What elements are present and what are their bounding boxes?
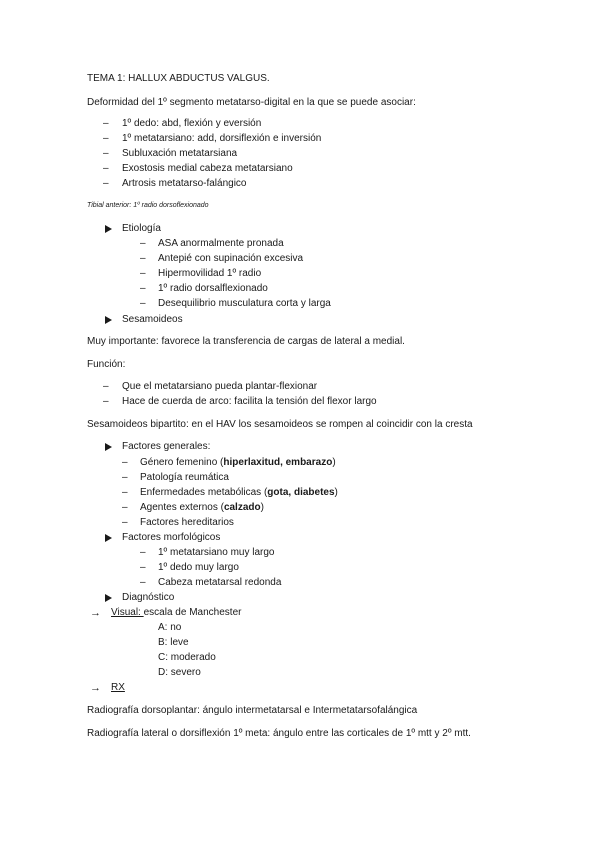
arrow-bullet-icon	[105, 443, 112, 451]
dash-bullet: –	[122, 502, 128, 513]
scale-item: A: no	[158, 622, 182, 633]
dash-bullet: –	[103, 396, 109, 407]
muy-importante-paragraph: Muy importante: favorece la transferencia de cargas de lateral a medial.	[87, 336, 405, 347]
list-item: 1º metatarsiano: add, dorsiflexión e inversión	[122, 133, 322, 144]
dash-bullet: –	[140, 547, 146, 558]
list-item: Patología reumática	[140, 472, 229, 483]
scale-item: B: leve	[158, 637, 189, 648]
arrow-bullet-icon	[105, 225, 112, 233]
dash-bullet: –	[122, 517, 128, 528]
factores-generales-heading: Factores generales:	[122, 441, 211, 452]
list-item: Desequilibrio musculatura corta y larga	[158, 298, 331, 309]
dash-bullet: –	[140, 298, 146, 309]
rx-label: RX	[111, 682, 125, 693]
radiografia-lateral-paragraph: Radiografía lateral o dorsiflexión 1º meta: ángulo entre las corticales de 1º mtt y 2º mtt.	[87, 728, 471, 739]
visual-text: escala de Manchester	[143, 607, 242, 618]
diagnostico-heading: Diagnóstico	[122, 592, 175, 603]
list-item: 1º dedo: abd, flexión y eversión	[122, 118, 262, 129]
radiografia-dorsoplantar-paragraph: Radiografía dorsoplantar: ángulo intermetatarsal e Intermetatarsofalángica	[87, 705, 418, 716]
dash-bullet: –	[103, 148, 109, 159]
list-item: Género femenino (hiperlaxitud, embarazo)	[140, 457, 336, 468]
list-item: 1º metatarsiano muy largo	[158, 547, 275, 558]
dash-bullet: –	[103, 178, 109, 189]
etiologia-heading: Etiología	[122, 223, 161, 234]
dash-bullet: –	[122, 457, 128, 468]
dash-bullet: –	[140, 577, 146, 588]
dash-bullet: –	[122, 472, 128, 483]
dash-bullet: –	[140, 238, 146, 249]
dash-bullet: –	[140, 268, 146, 279]
list-item: 1º dedo muy largo	[158, 562, 239, 573]
arrow-bullet-icon	[105, 316, 112, 324]
list-item: Artrosis metatarso-falángico	[122, 178, 247, 189]
sesamoideos-heading: Sesamoideos	[122, 314, 183, 325]
dash-bullet: –	[103, 118, 109, 129]
arrow-bullet-icon	[105, 534, 112, 542]
visual-label: Visual:	[111, 607, 144, 618]
dash-bullet: –	[122, 487, 128, 498]
scale-item: D: severo	[158, 667, 201, 678]
dash-bullet: –	[103, 381, 109, 392]
tibial-note: Tibial anterior: 1º radio dorsoflexionado	[87, 202, 209, 209]
list-item: ASA anormalmente pronada	[158, 238, 284, 249]
list-item: Subluxación metatarsiana	[122, 148, 238, 159]
dash-bullet: –	[140, 562, 146, 573]
list-item: Enfermedades metabólicas (gota, diabetes)	[140, 487, 338, 498]
funcion-heading: Función:	[87, 359, 126, 370]
list-item: Hipermovilidad 1º radio	[158, 268, 262, 279]
list-item: Agentes externos (calzado)	[140, 502, 264, 513]
list-item: Antepié con supinación excesiva	[158, 253, 304, 264]
list-item: Que el metatarsiano pueda plantar-flexionar	[122, 381, 318, 392]
sesamoideos-bipartito-paragraph: Sesamoideos bipartito: en el HAV los sesamoideos se rompen al coincidir con la cresta	[87, 419, 473, 430]
dash-bullet: –	[140, 283, 146, 294]
list-item: Factores hereditarios	[140, 517, 234, 528]
dash-bullet: –	[140, 253, 146, 264]
page-title: TEMA 1: HALLUX ABDUCTUS VALGUS.	[87, 73, 270, 84]
factores-morfologicos-heading: Factores morfológicos	[122, 532, 221, 543]
list-item: Exostosis medial cabeza metatarsiano	[122, 163, 293, 174]
dash-bullet: –	[103, 133, 109, 144]
list-item: Hace de cuerda de arco: facilita la tensión del flexor largo	[122, 396, 377, 407]
intro-paragraph: Deformidad del 1º segmento metatarso-digital en la que se puede asociar:	[87, 97, 416, 108]
list-item: 1º radio dorsalflexionado	[158, 283, 268, 294]
right-arrow-icon: →	[90, 682, 101, 694]
list-item: Cabeza metatarsal redonda	[158, 577, 282, 588]
visual-line	[111, 607, 241, 619]
scale-item: C: moderado	[158, 652, 216, 663]
arrow-bullet-icon	[105, 594, 112, 602]
right-arrow-icon: →	[90, 607, 101, 619]
dash-bullet: –	[103, 163, 109, 174]
